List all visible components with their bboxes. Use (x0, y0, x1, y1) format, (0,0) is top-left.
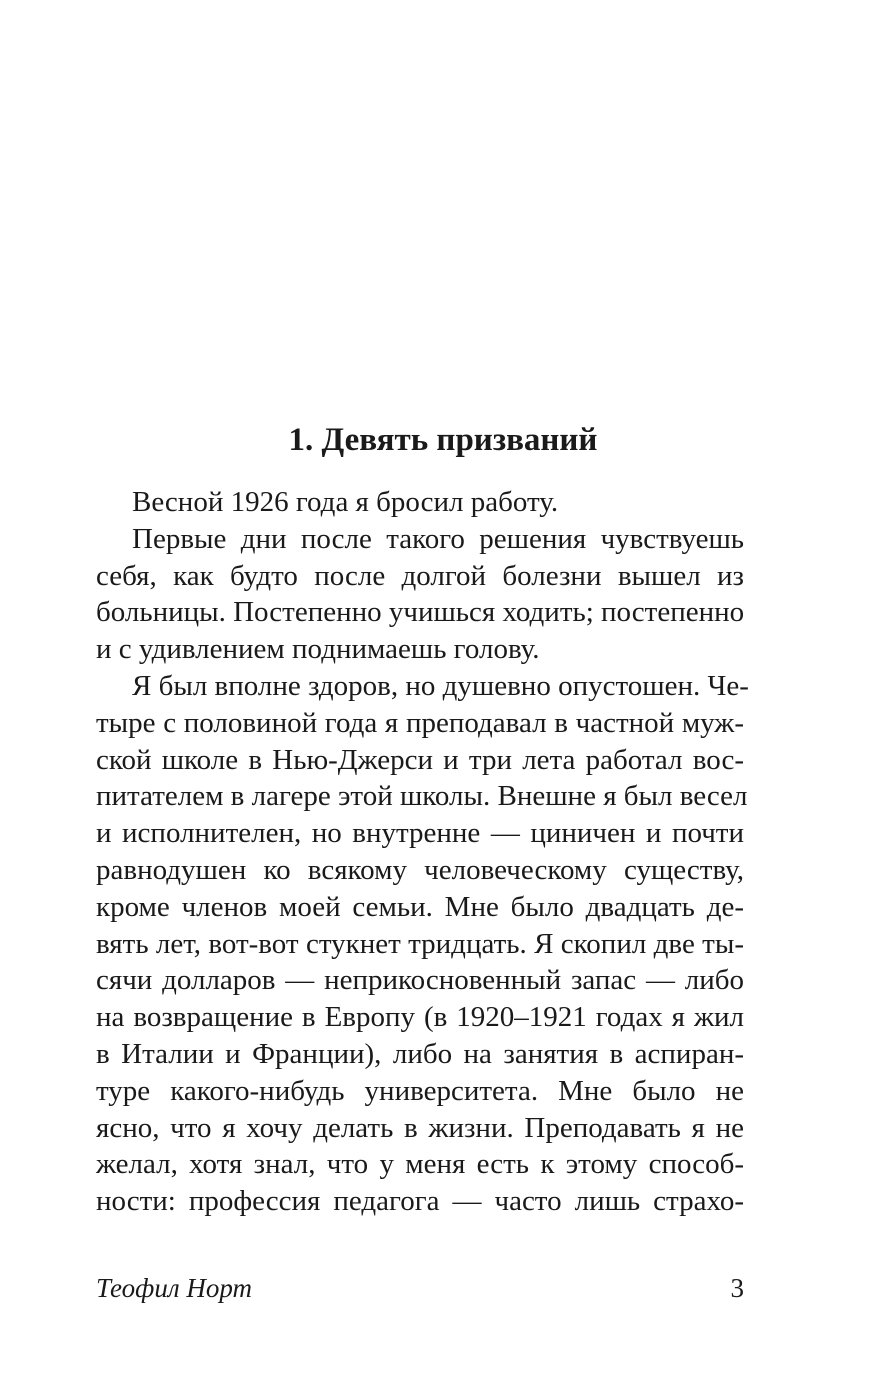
paragraph-2-line-4: и с удивлением поднимаешь голову. (96, 633, 540, 666)
paragraph-3-line-13: ясно, что я хочу делать в жизни. Преподавать я не (96, 1111, 744, 1144)
paragraph-3-line-10: на возвращение в Европу (в 1920–1921 годах я жил (96, 1001, 744, 1034)
page-number: 3 (730, 1273, 744, 1303)
chapter-title: 1. Девять призваний (288, 422, 598, 458)
paragraph-3-line-15: ности: профессия педагога — часто лишь страхо- (96, 1185, 744, 1218)
paragraph-3-line-7: кроме членов моей семьи. Мне было двадцать де- (96, 890, 744, 923)
paragraph-3-line-4: питателем в лагере этой школы. Внешне я был весел (96, 780, 748, 813)
paragraph-3-line-6: равнодушен ко всякому человеческому существу, (96, 853, 744, 886)
paragraph-3-line-2: тыре с половиной года я преподавал в частной муж- (96, 706, 744, 739)
paragraph-2-line-2: себя, как будто после долгой болезни вышел из (96, 559, 744, 592)
paragraph-3-line-12: туре какого-нибудь университета. Мне было не (96, 1074, 744, 1107)
paragraph-3-line-1: Я был вполне здоров, но душевно опустошен. Че- (132, 669, 749, 702)
page-footer (96, 1268, 744, 1308)
running-footer-author: Теофил Норт (96, 1273, 253, 1303)
paragraph-3-line-3: ской школе в Нью-Джерси и три лета работал вос- (96, 743, 744, 776)
paragraph-3-line-9: сячи долларов — неприкосновенный запас — либо (96, 964, 744, 997)
paragraph-3-line-14: желал, хотя знал, что у меня есть к этому способ- (96, 1148, 744, 1181)
paragraph-2-line-3: больницы. Постепенно учишься ходить; постепенно (96, 596, 745, 629)
paragraph-3-line-8: вять лет, вот-вот стукнет тридцать. Я скопил две ты- (96, 927, 744, 960)
chapter-body (96, 484, 749, 1220)
paragraph-3-line-5: и исполнителен, но внутренне — циничен и почти (96, 817, 744, 850)
paragraph-2-line-1: Первые дни после такого решения чувствуешь (132, 522, 744, 555)
paragraph-3-line-11: в Италии и Франции), либо на занятия в аспиран- (96, 1037, 744, 1070)
paragraph-1-line-1: Весной 1926 года я бросил работу. (132, 486, 559, 518)
